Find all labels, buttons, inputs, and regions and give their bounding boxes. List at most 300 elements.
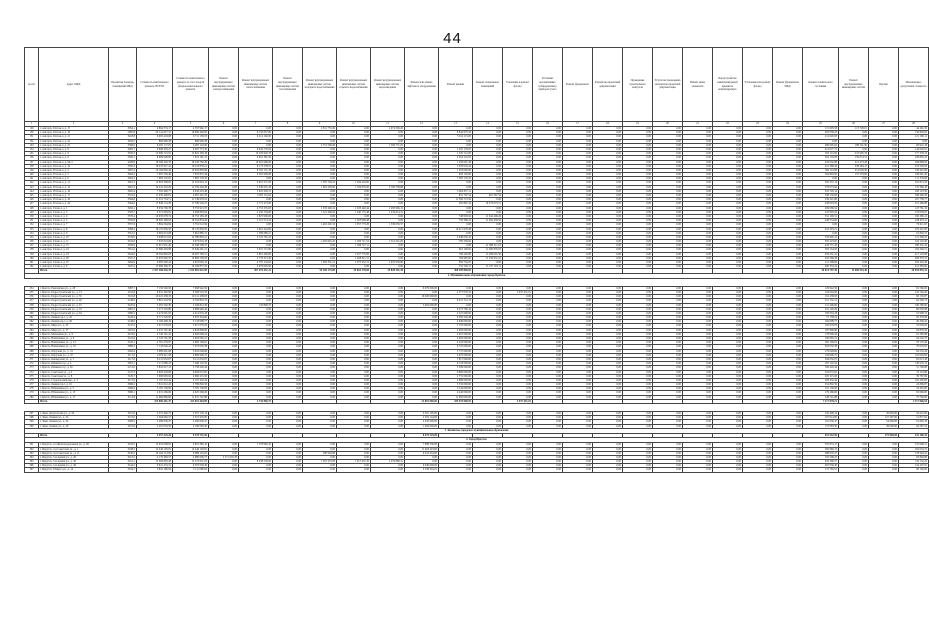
table-cell: 0,00 — [273, 214, 303, 218]
table-cell: 450 566,58 — [803, 256, 839, 260]
table-cell: 2 776 315,30 — [239, 256, 273, 260]
table-cell: 0,00 — [653, 316, 683, 320]
table-cell: 1 705 794,22 — [303, 181, 337, 185]
table-cell: 0,00 — [303, 316, 337, 320]
table-cell: 0,00 — [593, 131, 623, 135]
table-cell: 2 079 124,00 — [405, 416, 439, 420]
table-cell: 0,00 — [653, 460, 683, 464]
table-cell: 126 421,09 — [899, 168, 929, 172]
table-cell: 0,00 — [623, 307, 653, 311]
table-cell: 0,00 — [337, 455, 371, 459]
table-cell: 0,00 — [533, 353, 563, 357]
table-cell: 8 631 392,83 — [137, 290, 173, 294]
table-cell: 0,00 — [743, 424, 773, 428]
table-cell: 0,00 — [563, 185, 593, 189]
table-cell: 1 073 452,72 — [337, 261, 371, 265]
table-cell: 0,00 — [533, 219, 563, 223]
table-cell: 0,00 — [563, 231, 593, 235]
table-cell: 0,00 — [563, 152, 593, 156]
table-cell: 2 811 753,49 — [303, 127, 337, 131]
table-cell: 0,00 — [303, 299, 337, 303]
table-cell: 16 753 183,18 — [173, 214, 209, 218]
table-cell: 0,00 — [773, 173, 803, 177]
table-cell: 0,00 — [239, 177, 273, 181]
table-cell: 0,00 — [239, 378, 273, 382]
table-cell: 0,00 — [273, 252, 303, 256]
table-cell: 6 984 072,65 — [173, 370, 209, 374]
table-cell: 0,00 — [405, 290, 439, 294]
table-cell: 0,00 — [405, 240, 439, 244]
table-cell: 261 — [25, 316, 39, 320]
table-cell: 0,00 — [209, 244, 239, 248]
table-cell: 3 705 136,83 — [137, 387, 173, 391]
table-cell: 211 406,00 — [803, 303, 839, 307]
table-cell: 4 625 065,21 — [173, 337, 209, 341]
table-cell: 0,00 — [713, 362, 743, 366]
table-cell: 0,00 — [623, 295, 653, 299]
address-cell: г. Ангарск, 94 й кв-л, д. 22 — [39, 139, 109, 143]
table-cell: 0,00 — [533, 202, 563, 206]
table-cell: 205 215,93 — [803, 374, 839, 378]
table-cell: 61 968,74 — [899, 311, 929, 315]
table-cell: 0,00 — [273, 156, 303, 160]
table-cell: 165 109,61 — [803, 341, 839, 345]
table-cell: 0,00 — [503, 173, 533, 177]
column-number: 22 — [713, 122, 743, 127]
table-cell: 0,00 — [503, 168, 533, 172]
table-cell: 0,00 — [869, 173, 899, 177]
table-cell: 12 446 103,81 — [137, 447, 173, 451]
table-cell: 0,00 — [839, 391, 869, 395]
table-cell: 0,00 — [743, 332, 773, 336]
table-cell: 0,00 — [273, 256, 303, 260]
table-cell: 0,00 — [405, 353, 439, 357]
table-cell: 0,00 — [209, 424, 239, 428]
table-cell: 0,00 — [371, 286, 405, 290]
table-cell: 2 796 738,88 — [371, 185, 405, 189]
table-cell: 0,00 — [273, 460, 303, 464]
table-cell: 0,00 — [371, 147, 405, 151]
table-cell: 256 — [25, 295, 39, 299]
table-cell: 9 641 474,31 — [137, 464, 173, 468]
table-cell: 9 986 119,25 — [173, 451, 209, 455]
table-cell: 0,00 — [713, 383, 743, 387]
table-cell: 0,00 — [683, 235, 713, 239]
column-header: Ремонт подвальных помещений — [473, 48, 503, 122]
table-cell: 3447,6 — [109, 303, 137, 307]
table-cell: 6 473 760,19 — [439, 307, 473, 311]
table-cell: 157 279,00 — [839, 173, 869, 177]
table-cell: 0,00 — [371, 198, 405, 202]
table-cell: 0,00 — [839, 387, 869, 391]
table-cell: 0,00 — [503, 131, 533, 135]
address-cell: г. Братск, Наймушина ул., д. 6 — [39, 337, 109, 341]
table-cell: 0,00 — [563, 374, 593, 378]
table-cell: 0,00 — [273, 168, 303, 172]
table-cell: 2 260 036,47 — [173, 420, 209, 424]
table-cell: 0,00 — [239, 374, 273, 378]
table-cell: 0,00 — [303, 311, 337, 315]
table-cell: 4 707 134,62 — [239, 261, 273, 265]
table-cell: 0,00 — [371, 353, 405, 357]
table-cell: 0,00 — [209, 206, 239, 210]
table-cell: 0,00 — [273, 443, 303, 447]
table-cell: 0,00 — [653, 455, 683, 459]
table-cell: 0,00 — [273, 240, 303, 244]
table-cell: 0,00 — [405, 173, 439, 177]
table-cell: 0,00 — [209, 261, 239, 265]
table-cell: 192 249,51 — [899, 248, 929, 252]
table-cell: 0,00 — [563, 395, 593, 399]
table-cell: 3461,5 — [109, 185, 137, 189]
table-cell: 0,00 — [273, 316, 303, 320]
table-cell: 0,00 — [773, 357, 803, 361]
table-cell: 0,00 — [593, 424, 623, 428]
table-cell: 0,00 — [303, 194, 337, 198]
table-cell: 3323,7 — [109, 210, 137, 214]
table-cell: 0,00 — [533, 311, 563, 315]
table-cell: 0,00 — [839, 460, 869, 464]
table-cell: 0,00 — [773, 185, 803, 189]
table-cell: 2110,8 — [109, 290, 137, 294]
table-cell: 148 — [25, 206, 39, 210]
table-cell: 0,00 — [683, 286, 713, 290]
table-cell: 0,00 — [273, 177, 303, 181]
table-cell: 0,00 — [623, 194, 653, 198]
table-cell: 0,00 — [839, 240, 869, 244]
table-cell: 0,00 — [239, 353, 273, 357]
table-cell: 0,00 — [405, 231, 439, 235]
table-cell: 0,00 — [533, 341, 563, 345]
column-header: Ремонт фундамента — [563, 48, 593, 122]
table-cell: 0,00 — [303, 231, 337, 235]
table-cell: 0,00 — [869, 127, 899, 131]
table-cell: 0,00 — [593, 223, 623, 227]
table-cell: 0,00 — [623, 366, 653, 370]
table-cell: 0,00 — [743, 374, 773, 378]
table-cell: 752 749,17 — [439, 265, 473, 269]
table-cell: 0,00 — [473, 345, 503, 349]
table-cell: 0,00 — [503, 181, 533, 185]
table-cell: 0,00 — [593, 451, 623, 455]
table-cell: 2 557 176,14 — [173, 412, 209, 416]
table-cell: 0,00 — [303, 295, 337, 299]
table-cell: 0,00 — [683, 295, 713, 299]
table-cell: 3 031 715,80 — [239, 248, 273, 252]
table-cell: 0,00 — [303, 447, 337, 451]
table-cell: 0,00 — [653, 391, 683, 395]
table-cell: 11 463 423,66 — [405, 447, 439, 451]
table-cell: 0,00 — [773, 353, 803, 357]
table-cell: 0,00 — [371, 164, 405, 168]
table-cell: 280 — [25, 395, 39, 399]
table-cell: 299 — [25, 420, 39, 424]
table-cell: 312 131,51 — [803, 299, 839, 303]
table-cell: 0,00 — [303, 387, 337, 391]
table-cell: 0,00 — [869, 214, 899, 218]
table-cell: 0,00 — [533, 455, 563, 459]
table-cell: 254 — [25, 286, 39, 290]
table-cell: 11 388 411,01 — [473, 244, 503, 248]
table-cell: 0,00 — [503, 231, 533, 235]
table-cell: 0,00 — [563, 240, 593, 244]
table-cell: 0,00 — [839, 181, 869, 185]
table-cell: 3331,6 — [109, 194, 137, 198]
table-cell: 3193,5 — [109, 443, 137, 447]
total-cell: 44 814 797,45 — [803, 269, 839, 273]
table-cell: 0,00 — [405, 316, 439, 320]
table-cell: 129 942,56 — [803, 286, 839, 290]
table-cell: 0,00 — [839, 420, 869, 424]
address-cell: г. Братск, Гидростроителей ул., д. 47 — [39, 303, 109, 307]
table-cell: 0,00 — [563, 464, 593, 468]
column-number: 11 — [371, 122, 405, 127]
table-cell: 0,00 — [473, 173, 503, 177]
table-cell: 3215,6 — [109, 412, 137, 416]
table-cell: 18 316 854,26 — [173, 219, 209, 223]
table-cell: 1 312 221,00 — [371, 240, 405, 244]
table-cell: 0,00 — [371, 131, 405, 135]
table-cell: 0,00 — [593, 261, 623, 265]
table-cell: 0,00 — [337, 468, 371, 472]
address-cell: г. Ангарск, 9 й кв-л, д. 15 — [39, 244, 109, 248]
table-cell: 0,00 — [239, 345, 273, 349]
column-header: Ремонт фундамента МКД — [773, 48, 803, 122]
table-cell: 0,00 — [563, 210, 593, 214]
table-cell: 0,00 — [273, 235, 303, 239]
table-cell: 0,00 — [773, 131, 803, 135]
table-cell: 0,00 — [273, 248, 303, 252]
table-cell: 0,00 — [337, 139, 371, 143]
table-cell: 0,00 — [653, 328, 683, 332]
table-cell: 0,00 — [273, 324, 303, 328]
table-cell: 0,00 — [303, 256, 337, 260]
table-cell: 0,00 — [743, 139, 773, 143]
table-cell: 0,00 — [473, 337, 503, 341]
table-cell: 0,00 — [869, 181, 899, 185]
column-number: 3 — [109, 122, 137, 127]
table-cell: 0,00 — [839, 455, 869, 459]
table-cell: 0,00 — [623, 223, 653, 227]
table-cell: 0,00 — [503, 337, 533, 341]
table-cell: 305 223,65 — [803, 240, 839, 244]
table-cell: 0,00 — [593, 316, 623, 320]
table-cell: 0,00 — [473, 152, 503, 156]
table-cell: 0,00 — [273, 181, 303, 185]
table-cell: 0,00 — [337, 231, 371, 235]
column-number: 13 — [439, 122, 473, 127]
table-cell: 0,00 — [593, 198, 623, 202]
table-cell: 0,00 — [839, 424, 869, 428]
table-cell: 0,00 — [773, 181, 803, 185]
table-cell: 0,00 — [209, 370, 239, 374]
table-cell: 0,00 — [371, 194, 405, 198]
table-cell: 0,00 — [713, 265, 743, 269]
table-cell: 0,00 — [839, 412, 869, 416]
table-cell: 0,00 — [337, 316, 371, 320]
table-cell: 5 786 802,56 — [173, 383, 209, 387]
table-cell: 0,00 — [405, 391, 439, 395]
table-cell: 3117,6 — [109, 353, 137, 357]
column-number: 16 — [533, 122, 563, 127]
table-cell: 0,00 — [405, 214, 439, 218]
table-cell: 0,00 — [593, 357, 623, 361]
table-cell: 275 — [25, 374, 39, 378]
table-cell: 0,00 — [683, 181, 713, 185]
table-cell: 0,00 — [473, 464, 503, 468]
total-cell: 9 457 225,26 — [137, 433, 173, 437]
table-cell: 0,00 — [743, 337, 773, 341]
table-cell: 0,00 — [209, 160, 239, 164]
table-cell: 1 578 969,10 — [239, 443, 273, 447]
address-cell: г. Зима, Ленина ул., д. 34 — [39, 420, 109, 424]
table-cell: 0,00 — [563, 299, 593, 303]
table-cell: 0,00 — [371, 248, 405, 252]
table-cell: 0,00 — [623, 177, 653, 181]
table-cell: 4 227 000,00 — [439, 311, 473, 315]
table-cell: 0,00 — [653, 223, 683, 227]
table-cell: 0,00 — [533, 227, 563, 231]
table-cell: 4 869 906,75 — [173, 353, 209, 357]
table-cell: 0,00 — [713, 324, 743, 328]
column-header: Прочие — [869, 48, 899, 122]
table-cell: 0,00 — [773, 240, 803, 244]
table-cell: 51 877,62 — [899, 416, 929, 420]
table-cell: 0,00 — [869, 219, 899, 223]
address-cell: г. Братск, Гидростроителей ул., д. 64 — [39, 311, 109, 315]
table-cell: 1 382 331,21 — [303, 261, 337, 265]
table-cell: 0,00 — [533, 357, 563, 361]
table-cell: 0,00 — [773, 290, 803, 294]
table-cell: 3 330 635,18 — [239, 185, 273, 189]
table-cell: 0,00 — [473, 311, 503, 315]
table-cell: 0,00 — [839, 206, 869, 210]
table-cell: 12 446 103,81 — [173, 447, 209, 451]
address-cell: г. Ангарск, 9 й кв-л, д. 4 — [39, 214, 109, 218]
table-cell: 3129,7 — [109, 374, 137, 378]
table-cell: 0,00 — [743, 244, 773, 248]
table-cell: 0,00 — [273, 455, 303, 459]
table-cell: 0,00 — [623, 240, 653, 244]
table-cell: 0,00 — [371, 378, 405, 382]
column-number: 21 — [683, 122, 713, 127]
table-cell: 0,00 — [713, 443, 743, 447]
table-cell: 0,00 — [773, 464, 803, 468]
table-cell: 0,00 — [209, 341, 239, 345]
table-cell: 0,00 — [653, 248, 683, 252]
table-cell: 0,00 — [533, 194, 563, 198]
table-cell: 0,00 — [623, 320, 653, 324]
table-cell: 0,00 — [773, 206, 803, 210]
table-cell: 184 098,77 — [803, 320, 839, 324]
table-cell: 993 130,00 — [439, 173, 473, 177]
table-cell: 0,00 — [337, 443, 371, 447]
table-cell: 3206,5 — [109, 420, 137, 424]
column-header: Ремонт иных элементов — [683, 48, 713, 122]
table-cell: 0,00 — [473, 135, 503, 139]
table-cell: 0,00 — [209, 311, 239, 315]
table-cell: 0,00 — [563, 219, 593, 223]
table-cell: 0,00 — [473, 460, 503, 464]
table-cell: 1 506 771,02 — [371, 143, 405, 147]
table-cell: 0,00 — [713, 164, 743, 168]
table-cell: 0,00 — [839, 451, 869, 455]
table-cell: 0,00 — [773, 387, 803, 391]
table-cell: 0,00 — [337, 307, 371, 311]
table-cell: 8 508 523,33 — [173, 290, 209, 294]
table-cell: 0,00 — [503, 139, 533, 143]
table-cell: 0,00 — [623, 416, 653, 420]
table-cell: 6 660 000,00 — [439, 370, 473, 374]
table-cell: 0,00 — [623, 152, 653, 156]
table-cell: 279 — [25, 391, 39, 395]
table-cell: 0,00 — [773, 252, 803, 256]
table-cell: 1 670 959,80 — [371, 261, 405, 265]
table-cell: 0,00 — [743, 214, 773, 218]
table-cell: 115 728,01 — [839, 127, 869, 131]
table-cell: 0,00 — [593, 173, 623, 177]
table-cell: 137 083,50 — [803, 424, 839, 428]
table-cell: 0,00 — [209, 328, 239, 332]
table-cell: 0,00 — [653, 332, 683, 336]
table-cell: 0,00 — [803, 223, 839, 227]
table-cell: 0,00 — [683, 206, 713, 210]
table-cell: 155 908,21 — [899, 443, 929, 447]
column-header: Ремонт внутридомовых инженерных систем теплоснабжения — [239, 48, 273, 122]
table-cell: 3 544 000,00 — [439, 387, 473, 391]
table-cell: 0,00 — [473, 185, 503, 189]
table-cell: 0,00 — [869, 248, 899, 252]
table-cell: 0,00 — [623, 219, 653, 223]
table-cell: 0,00 — [593, 194, 623, 198]
table-cell: 0,00 — [653, 139, 683, 143]
table-cell: 0,00 — [473, 295, 503, 299]
table-cell: 3 937 451,01 — [503, 290, 533, 294]
table-cell: 0,00 — [337, 420, 371, 424]
table-cell: 0,00 — [713, 299, 743, 303]
table-cell: 324 072,65 — [803, 370, 839, 374]
table-cell: 0,00 — [773, 391, 803, 395]
table-cell: 0,00 — [239, 447, 273, 451]
table-cell: 0,00 — [743, 353, 773, 357]
table-cell: 0,00 — [337, 248, 371, 252]
table-cell: 0,00 — [773, 311, 803, 315]
table-cell: 0,00 — [713, 460, 743, 464]
table-cell: 2 515 514,53 — [239, 219, 273, 223]
table-cell: 0,00 — [503, 362, 533, 366]
table-cell: 4 979 911,58 — [137, 353, 173, 357]
table-cell: 0,00 — [593, 252, 623, 256]
table-cell: 0,00 — [869, 341, 899, 345]
table-cell: 0,00 — [869, 290, 899, 294]
table-cell: 100 780,00 — [899, 303, 929, 307]
table-cell: 0,00 — [405, 131, 439, 135]
table-cell: 0,00 — [337, 189, 371, 193]
table-cell: 2 045 000,00 — [405, 420, 439, 424]
table-cell: 0,00 — [209, 374, 239, 378]
address-cell: г. Братск, Советская ул., д. 2 — [39, 370, 109, 374]
table-cell: 0,00 — [563, 391, 593, 395]
table-cell: 0,00 — [439, 295, 473, 299]
table-cell: 0,00 — [563, 345, 593, 349]
column-number: 6 — [209, 122, 239, 127]
table-cell: 0,00 — [405, 332, 439, 336]
table-cell: 0,00 — [593, 219, 623, 223]
table-cell: 0,00 — [563, 383, 593, 387]
table-cell: 0,00 — [473, 139, 503, 143]
table-cell: 0,00 — [713, 451, 743, 455]
table-cell: 5 107 432,44 — [137, 378, 173, 382]
